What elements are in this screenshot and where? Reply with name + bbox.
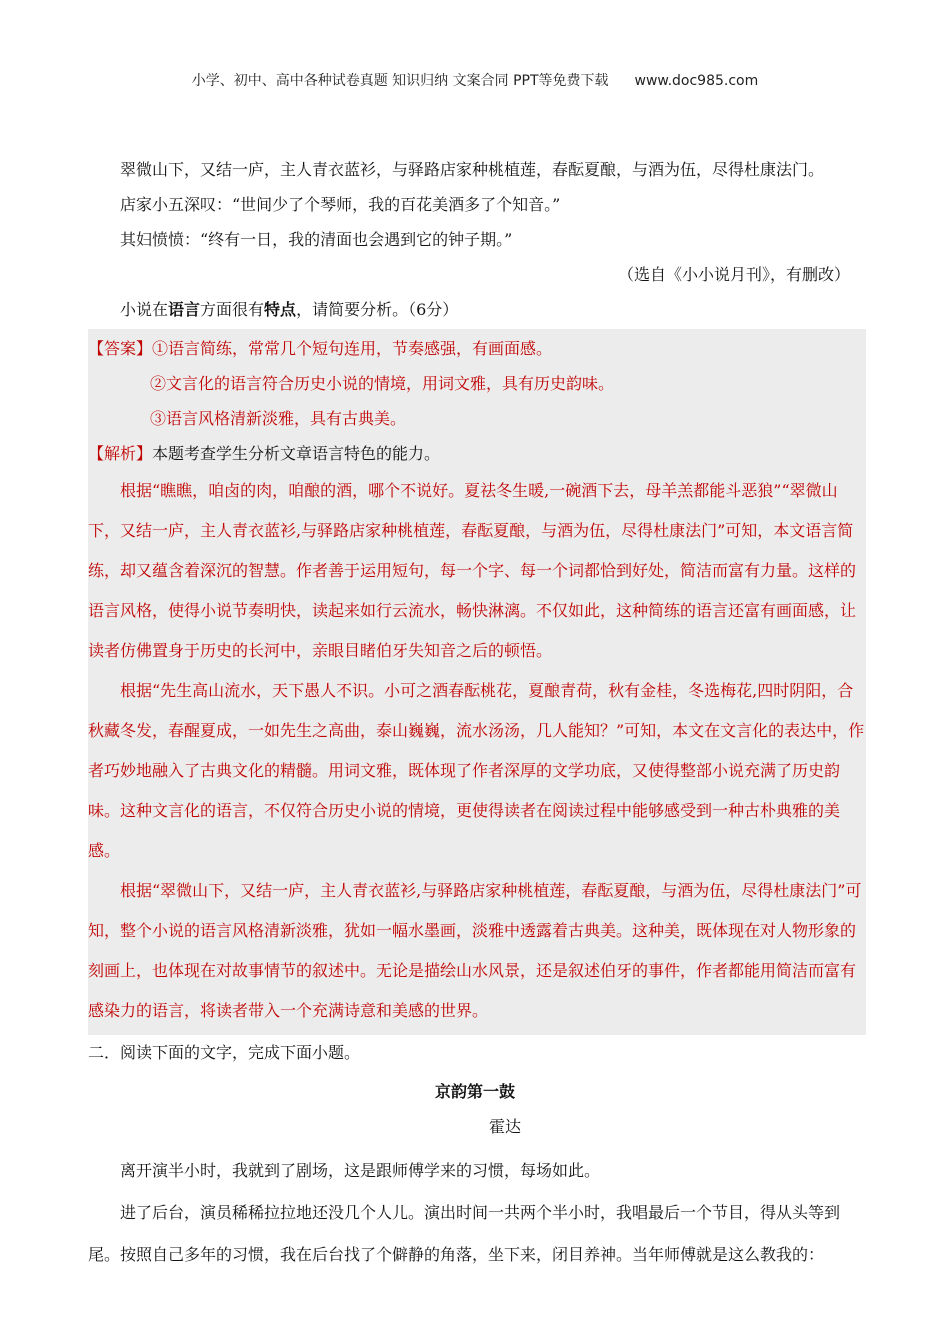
question-suffix: ，请简要分析。（6分）	[296, 300, 459, 319]
answer-item: ③语言风格清新淡雅，具有古典美。	[150, 409, 407, 428]
passage-tail	[88, 152, 862, 292]
passage-line: 店家小五深叹：“世间少了个琴师，我的百花美酒多了个知音。”	[120, 195, 561, 214]
passage-line: 翠微山下，又结一庐，主人青衣蓝衫，与驿路店家种桃植莲，春酝夏酿，与酒为伍，尽得杜康法门。	[120, 160, 825, 179]
page-header	[0, 70, 950, 90]
header-site: www.doc985.com	[634, 73, 759, 89]
answer-item: ②文言化的语言符合历史小说的情境，用词文雅，具有历史韵味。	[150, 374, 615, 393]
question-bold-feature: 特点	[264, 300, 297, 319]
question-prefix: 小说在	[120, 300, 169, 319]
page-content	[88, 152, 865, 1276]
passage-line: 其妇愤愤：“终有一日，我的清面也会遇到它的钟子期。”	[120, 230, 513, 249]
analysis-intro-text: 本题考查学生分析文章语言特色的能力。	[152, 444, 441, 463]
answer-text: ①语言简练，常常几个短句连用，节奏感强，有画面感。	[152, 339, 553, 358]
analysis-paragraph: 根据“先生高山流水，天下愚人不识。小可之酒春酝桃花，夏酿青荷，秋有金桂，冬选梅花,四时阴阳，合秋藏冬发，春醒夏成，一如先生之高曲，泰山巍巍，流水汤汤，几人能知？”可知，本文在文言化的表达中，作者巧妙地融入了古典文化的精髓。用词文雅，既体现了作者深厚的文学功底，又使得整部小说充满了历史韵味。这种文言化的语言，不仅符合历史小说的情境，更使得读者在阅读过程中能够感受到一种古朴典雅的美感。	[88, 681, 865, 860]
question-mid: 方面很有	[200, 300, 265, 319]
header-text: 小学、初中、高中各种试卷真题 知识归纳 文案合同 PPT等免费下载	[191, 73, 609, 89]
answer-item	[88, 331, 866, 366]
story-author: 霍达	[488, 1117, 521, 1136]
answer-tag: 【答案】	[88, 339, 153, 358]
story-title: 京韵第一鼓	[434, 1082, 515, 1101]
question	[88, 292, 862, 327]
answer-box	[88, 329, 866, 1035]
passage-source: （选自《小小说月刊》，有删改）	[617, 265, 850, 284]
analysis-paragraph: 根据“翠微山下，又结一庐，主人青衣蓝衫,与驿路店家种桃植莲，春酝夏酿，与酒为伍，尽得杜康法门”可知，整个小说的语言风格清新淡雅，犹如一幅水墨画，淡雅中透露着古典美。这种美，既体现在对人物形象的刻画上，也体现在对故事情节的叙述中。无论是描绘山水风景，还是叙述伯牙的事件，作者都能用简洁而富有感染力的语言，将读者带入一个充满诗意和美感的世界。	[88, 881, 862, 1020]
question-bold-language: 语言	[168, 300, 201, 319]
section-heading: 二．阅读下面的文字，完成下面小题。	[88, 1043, 361, 1062]
analysis-intro	[88, 436, 866, 471]
analysis-tag: 【解析】	[88, 444, 153, 463]
story-paragraph: 进了后台，演员稀稀拉拉地还没几个人儿。演出时间一共两个半小时，我唱最后一个节目，得从头等到尾。按照自己多年的习惯，我在后台找了个僻静的角落，坐下来，闭目养神。当年师傅就是这么教我的：	[88, 1203, 841, 1264]
story-paragraph: 离开演半小时，我就到了剧场，这是跟师傅学来的习惯，每场如此。	[120, 1161, 601, 1180]
analysis-paragraph: 根据“瞧瞧，咱卤的肉，咱酿的酒，哪个不说好。夏祛冬生暖,一碗酒下去，母羊羔都能斗恶狼”“翠微山下，又结一庐，主人青衣蓝衫,与驿路店家种桃植莲，春酝夏酿，与酒为伍，尽得杜康法门”可知，本文语言简练，却又蕴含着深沉的智慧。作者善于运用短句，每一个字、每一个词都恰到好处，简洁而富有力量。这样的语言风格，使得小说节奏明快，读起来如行云流水，畅快淋漓。不仅如此，这种简练的语言还富有画面感，让读者仿佛置身于历史的长河中，亲眼目睹伯牙失知音之后的顿悟。	[88, 481, 857, 660]
